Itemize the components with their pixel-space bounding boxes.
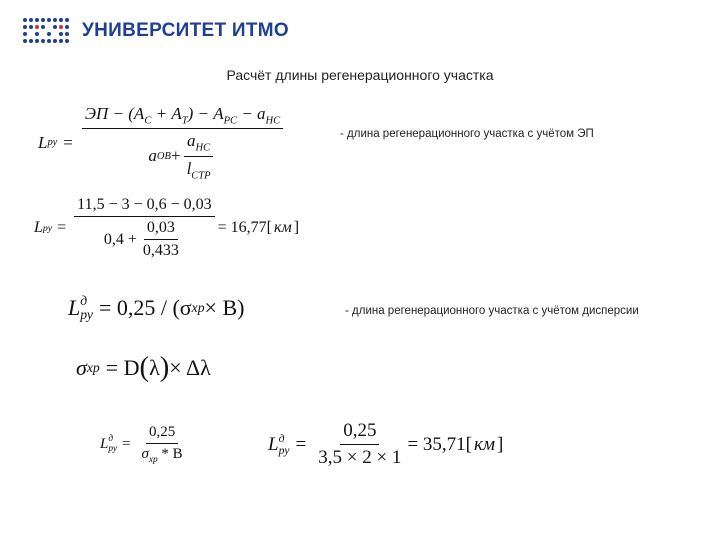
itmo-dots-logo-icon xyxy=(22,16,74,46)
f2-result: = 16,77[ xyxy=(217,219,273,236)
f6-result: = 35,71[ xyxy=(407,433,472,455)
formula-sigma: σ хр = D ( λ ) × Δλ xyxy=(76,352,211,383)
logo-text: УНИВЕРСИТЕТ ИТМО xyxy=(82,20,289,41)
university-logo xyxy=(22,16,289,46)
f1-numerator: ЭП − $(A_С + A_Т) - A_{РС} - a_{НС}$ xyxy=(82,104,283,129)
formula-dispersion-calculated: L д ру = $\frac{0,25}{3,5 \times 2 \times 1}$ = 35,71[ км ] xyxy=(268,420,504,468)
note-dispersion: - длина регенерационного участка с учётом дисперсии xyxy=(345,305,639,317)
f2-denominator: 0,4 + $\frac{0,03}{0,433}$ xyxy=(103,219,179,259)
formula-dispersion-fraction: L д ру = $\frac{0,25}{\sigma_{хр} * B}$ xyxy=(100,424,183,465)
f6-unit: км xyxy=(473,433,495,455)
f1-lhs-sub: ру xyxy=(47,137,58,149)
f2-fraction xyxy=(74,196,214,260)
slide-title: Расчёт длины регенерационного участка xyxy=(226,67,494,83)
f2-numerator: 11,5 − 3 − 0,6 − 0,03 xyxy=(74,196,214,217)
f1-lhs: L xyxy=(38,132,48,152)
f3-rhs: = 0,25 / (σ xyxy=(98,294,192,320)
f1-denominator: a ОВ + $\frac{a_{НС}}{l_{СТР}}$ xyxy=(145,129,219,181)
f2-unit: км xyxy=(274,219,292,236)
note-ep: - длина регенерационного участка с учётом ЭП xyxy=(340,128,594,140)
formula-ep-calculated: L ру = 11,5 − 3 − 0,6 − 0,03 0,4 + $\frac{0,03}{0,433}$ = 16,77[ км ] xyxy=(34,196,300,259)
formula-ep-general: L ру = ЭП − $(A_С + A_Т) - A_{РС} - a_{НС}$ a ОВ + $\frac{a_{НС}}{l_{СТР}}$ xyxy=(38,104,286,181)
f1-fraction xyxy=(82,104,283,181)
formula-dispersion: L д ру = 0,25 / (σ хр × B) xyxy=(68,293,245,322)
